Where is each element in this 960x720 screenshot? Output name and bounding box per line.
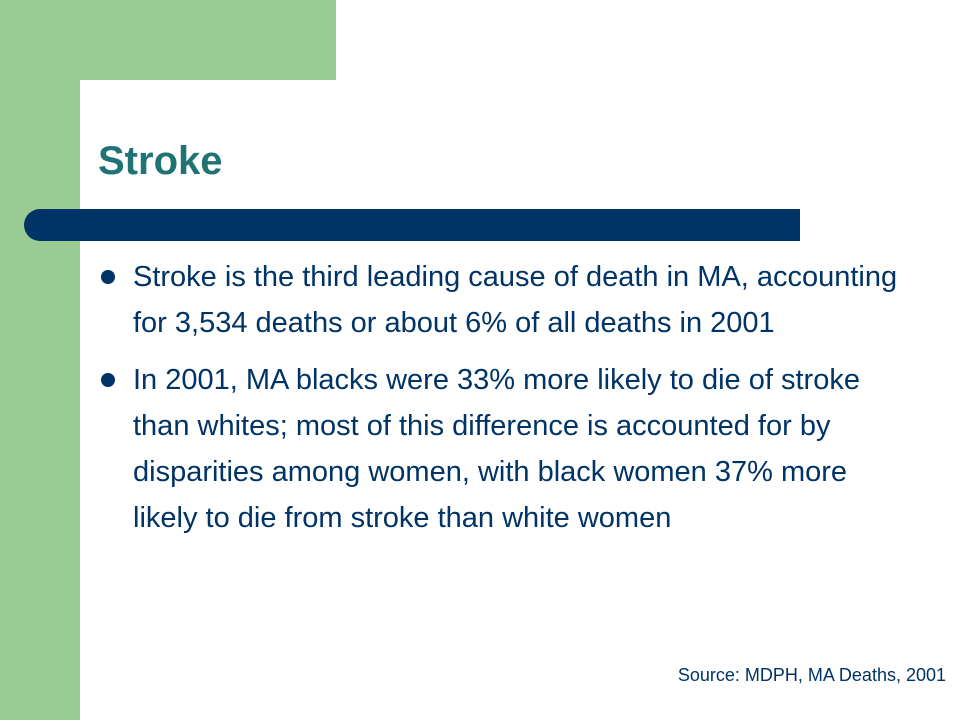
bullet-dot-icon: [101, 373, 115, 387]
bullet-item: [98, 357, 898, 541]
green-sidebar-decoration: [0, 0, 80, 720]
bullet-list: [98, 254, 898, 552]
bullet-item: [98, 254, 898, 346]
slide-title: Stroke: [98, 139, 223, 183]
bullet-dot-icon: [101, 270, 115, 284]
source-note: Source: MDPH, MA Deaths, 2001: [677, 665, 946, 685]
bullet-text: In 2001, MA blacks were 33% more likely to die of stroke than whites; most of this difference is accounted for by disparities among women, with black women 37% more likely to die from stroke than white women: [133, 364, 860, 534]
title-divider-bar: [24, 209, 800, 241]
bullet-text: Stroke is the third leading cause of death in MA, accounting for 3,534 deaths or about 6% of all deaths in 2001: [133, 261, 898, 339]
green-top-decoration: [0, 0, 336, 80]
